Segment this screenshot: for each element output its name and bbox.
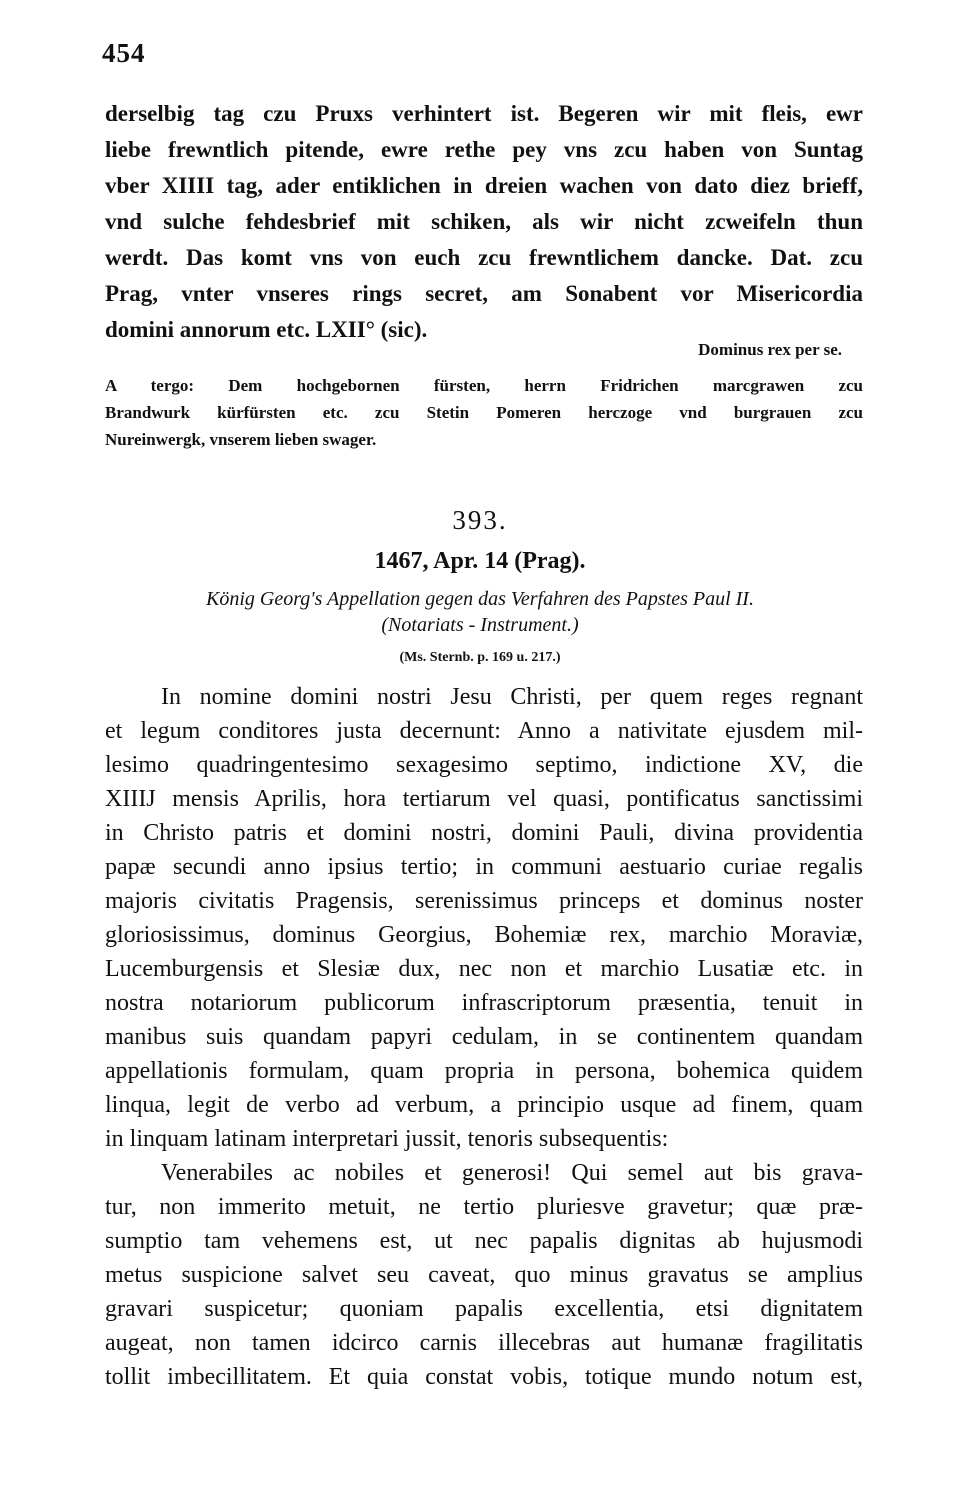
text-line: gravari suspicetur; quoniam papalis excellentia, etsi dignitatem xyxy=(105,1296,863,1322)
address-note xyxy=(105,372,863,453)
document-summary: König Georg's Appellation gegen das Verfahren des Papstes Paul II. xyxy=(206,588,754,610)
text-line: appellationis formulam, quam propria in persona, bohemica quidem xyxy=(105,1058,863,1084)
previous-document-text xyxy=(105,96,863,348)
text-line: Lucemburgensis et Slesiæ dux, nec non et marchio Lusatiæ etc. in xyxy=(105,956,863,982)
page-number: 454 xyxy=(102,38,146,68)
text-line: gloriosissimus, dominus Georgius, Bohemiæ rex, marchio Moraviæ, xyxy=(105,922,863,948)
text-line: papæ secundi anno ipsius tertio; in communi aestuario curiae regalis xyxy=(105,854,863,880)
text-line: linqua, legit de verbo ad verbum, a principio usque ad finem, quam xyxy=(105,1092,863,1118)
text-line: metus suspicione salvet seu caveat, quo minus gravatus se amplius xyxy=(105,1262,863,1288)
text-line: Brandwurk kürfürsten etc. zcu Stetin Pomeren herczoge vnd burgrauen zcu xyxy=(105,403,863,422)
text-line: tur, non immerito metuit, ne tertio pluriesve gravetur; quæ præ- xyxy=(105,1194,863,1220)
text-line: derselbig tag czu Pruxs verhintert ist. Begeren wir mit fleis, ewr xyxy=(105,101,863,126)
text-line: manibus suis quandam papyri cedulam, in se continentem quandam xyxy=(105,1024,863,1050)
text-line: nostra notariorum publicorum infrascriptorum præsentia, tenuit in xyxy=(105,990,863,1016)
text-line: Venerabiles ac nobiles et generosi! Qui semel aut bis grava- xyxy=(161,1160,863,1186)
document-source: (Ms. Sternb. p. 169 u. 217.) xyxy=(399,650,561,665)
text-line: werdt. Das komt vns von euch zcu frewntlichem dancke. Dat. zcu xyxy=(105,245,863,270)
text-line: domini annorum etc. LXII° (sic). xyxy=(105,317,428,342)
text-line: vnd sulche fehdesbrief mit schiken, als wir nicht zcweifeln thun xyxy=(105,209,863,234)
text-line: Nureinwergk, vnserem lieben swager. xyxy=(105,430,377,449)
text-line: A tergo: Dem hochgebornen fürsten, herrn Fridrichen marcgrawen zcu xyxy=(105,376,863,395)
document-number: 393. xyxy=(452,505,508,535)
text-line: augeat, non tamen idcirco carnis illecebras aut humanæ fragilitatis xyxy=(105,1330,863,1356)
text-line: in linquam latinam interpretari jussit, tenoris subsequentis: xyxy=(105,1126,669,1152)
text-line: et legum conditores justa decernunt: Anno a nativitate ejusdem mil- xyxy=(105,718,863,744)
text-line: in Christo patris et domini nostri, domini Pauli, divina providentia xyxy=(105,820,863,846)
text-line: sumptio tam vehemens est, ut nec papalis dignitas ab hujusmodi xyxy=(105,1228,863,1254)
document-date: 1467, Apr. 14 (Prag). xyxy=(374,548,586,574)
text-line: tollit imbecillitatem. Et quia constat vobis, totique mundo notum est, xyxy=(105,1364,863,1390)
document-body xyxy=(105,680,863,1394)
text-line: vber XIIII tag, ader entiklichen in dreien wachen von dato diez brieff, xyxy=(105,173,863,198)
text-line: majoris civitatis Pragensis, serenissimus princeps et dominus noster xyxy=(105,888,863,914)
text-line: lesimo quadringentesimo sexagesimo septimo, indictione XV, die xyxy=(105,752,863,778)
text-line: Prag, vnter vnseres rings secret, am Sonabent vor Misericordia xyxy=(105,281,863,306)
document-type: (Notariats - Instrument.) xyxy=(381,614,579,636)
text-line: liebe frewntlich pitende, ewre rethe pey vns zcu haben von Suntag xyxy=(105,137,863,162)
text-line: XIIIJ mensis Aprilis, hora tertiarum vel quasi, pontificatus sanctissimi xyxy=(105,786,863,812)
signature-line: Dominus rex per se. xyxy=(698,340,842,359)
text-line: In nomine domini nostri Jesu Christi, per quem reges regnant xyxy=(161,684,863,710)
